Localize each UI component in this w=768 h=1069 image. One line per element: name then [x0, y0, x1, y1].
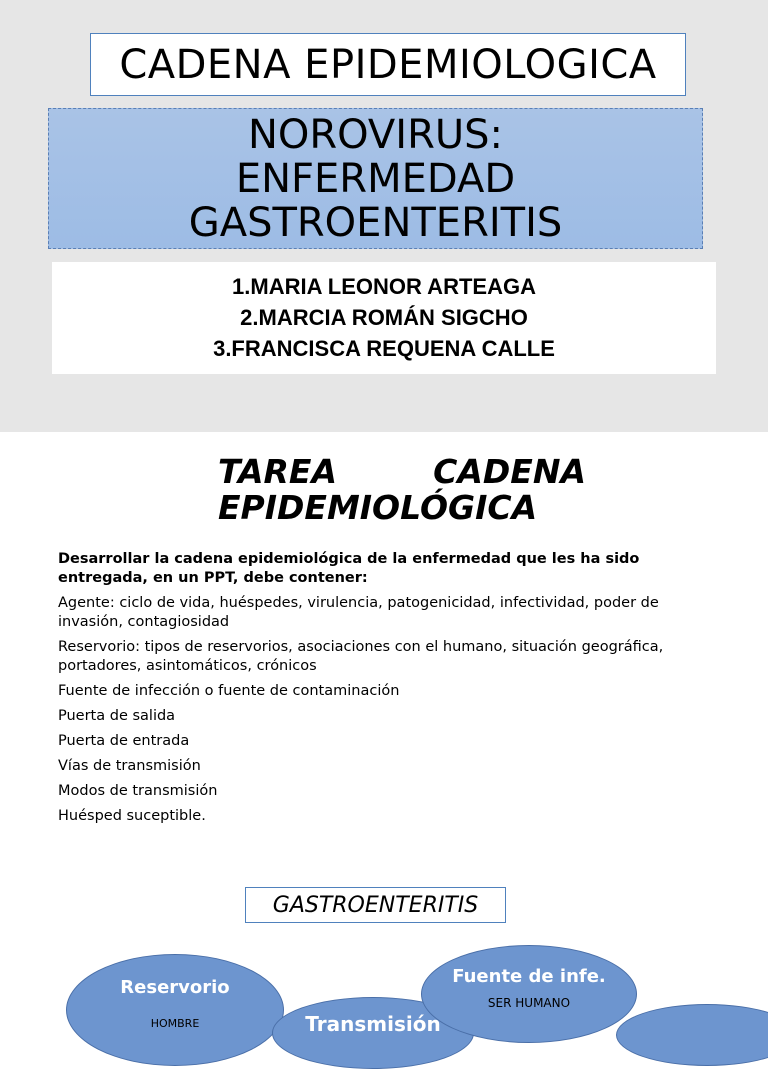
- task-item: Puerta de salida: [58, 708, 176, 724]
- task-intro: Desarrollar la cadena epidemiológica de la enfermedad que les ha sido entregada, en un PPT, debe contener:: [58, 551, 640, 586]
- authors-list: [52, 262, 716, 374]
- task-content: [58, 550, 718, 832]
- task-item: Agente: ciclo de vida, huéspedes, virulencia, patogenicidad, infectividad, poder de invasión, contagiosidad: [58, 595, 659, 630]
- author-item: 1.MARIA LEONOR ARTEAGA: [232, 274, 536, 299]
- author-item: 3.FRANCISCA REQUENA CALLE: [213, 336, 555, 361]
- task-item: Puerta de entrada: [58, 733, 190, 749]
- right-node: [616, 1004, 768, 1066]
- fuente-sub: SER HUMANO: [487, 996, 571, 1010]
- subtitle-line: GASTROENTERITIS: [188, 200, 563, 246]
- reservorio-node: [66, 954, 284, 1066]
- slide-1: [0, 0, 768, 432]
- task-item: Fuente de infección o fuente de contaminación: [58, 683, 400, 699]
- diagram-title: GASTROENTERITIS: [245, 887, 506, 923]
- task-item: Reservorio: tipos de reservorios, asociaciones con el humano, situación geográfica, portadores, asintomáticos, crónicos: [58, 639, 664, 674]
- task-title: [218, 454, 638, 526]
- task-title-line-1: [218, 454, 586, 490]
- slide-title: CADENA EPIDEMIOLOGICA: [90, 33, 686, 96]
- task-title-word: CADENA: [433, 452, 586, 491]
- reservorio-sub: HOMBRE: [150, 1017, 200, 1030]
- reservorio-label: Reservorio: [120, 977, 230, 998]
- task-title-word: TAREA: [218, 452, 337, 491]
- subtitle-box: [48, 108, 703, 249]
- task-item: Modos de transmisión: [58, 783, 218, 799]
- task-item: Vías de transmisión: [58, 758, 201, 774]
- subtitle-line: ENFERMEDAD: [235, 156, 516, 202]
- author-item: 2.MARCIA ROMÁN SIGCHO: [240, 305, 528, 330]
- slide-2: [0, 432, 768, 1036]
- fuente-node: [421, 945, 637, 1043]
- subtitle-line: NOROVIRUS:: [247, 112, 504, 158]
- fuente-label: Fuente de infe.: [452, 966, 606, 987]
- transmision-label: Transmisión: [305, 1012, 441, 1036]
- task-title-line-2: EPIDEMIOLÓGICA: [218, 488, 538, 527]
- task-item: Huésped suceptible.: [58, 808, 206, 824]
